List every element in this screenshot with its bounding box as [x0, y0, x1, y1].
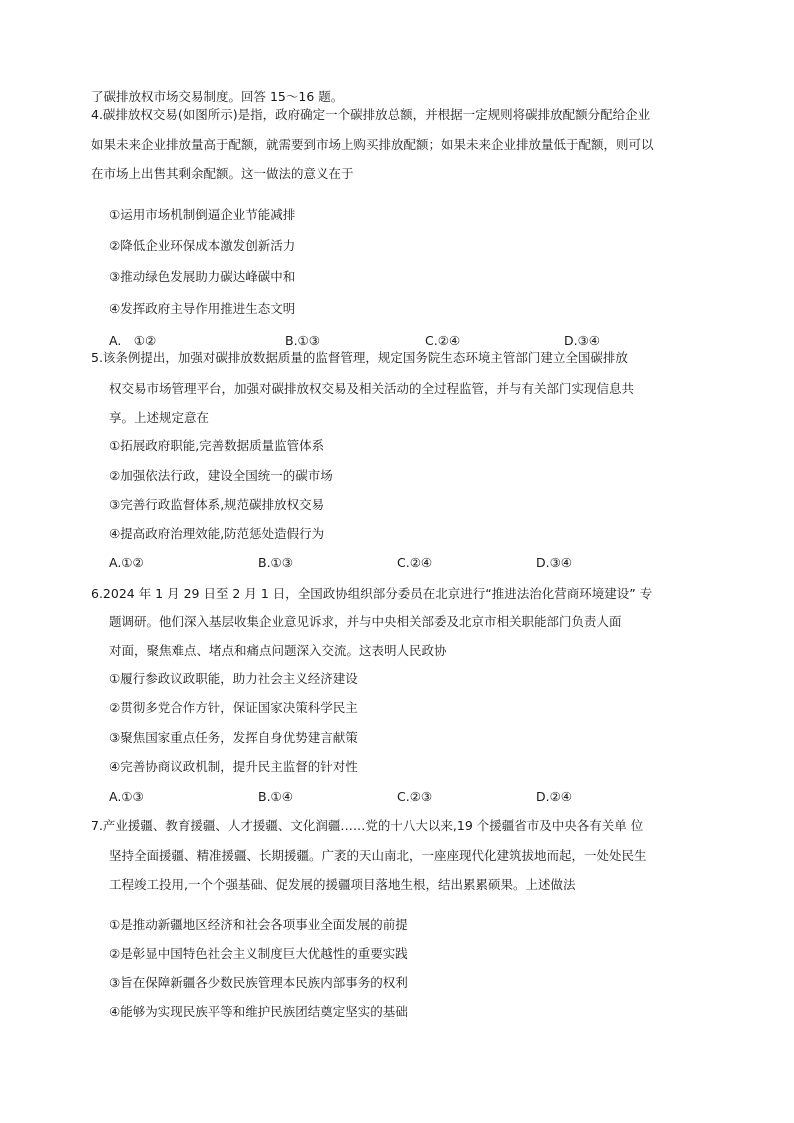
option-c[interactable]: C.②④ [425, 333, 461, 348]
question-stem-line: 权交易市场管理平台，加强对碳排放权交易及相关活动的全过程监管，并与有关部门实现信息共 [109, 381, 635, 396]
question-stem-line: 6.2024 年 1 月 29 日至 2 月 1 日，全国政协组织部分委员在北京进行“推进法治化营商环境建设” 专 [91, 586, 653, 601]
statement-3: ③推动绿色发展助力碳达峰碳中和 [109, 269, 296, 284]
statement-2: ②降低企业环保成本激发创新活力 [109, 238, 296, 253]
statement-3: ③旨在保障新疆各少数民族管理本民族内部事务的权利 [109, 975, 408, 990]
question-stem-line: 4.碳排放权交易(如图所示)是指，政府确定一个碳排放总额，并根据一定规则将碳排放配额分配给企业 [91, 107, 651, 122]
statement-1: ①履行参政议政职能，助力社会主义经济建设 [109, 671, 358, 686]
statement-2: ②是彰显中国特色社会主义制度巨大优越性的重要实践 [109, 946, 408, 961]
option-c[interactable]: C.②④ [397, 555, 433, 570]
question-stem-line: 坚持全面援疆、精准援疆、长期援疆。广袤的天山南北，一座座现代化建筑拔地而起，一处处民生 [109, 848, 647, 863]
statement-4: ④能够为实现民族平等和维护民族团结奠定坚实的基础 [109, 1004, 408, 1019]
question-stem-line: 对面，聚焦难点、堵点和痛点问题深入交流。这表明人民政协 [109, 643, 447, 658]
question-stem-line: 7.产业援疆、教育援疆、人才援疆、文化润疆……党的十八大以来,19 个援疆省市及中央各有关单 位 [91, 818, 644, 833]
option-b[interactable]: B.①③ [285, 333, 320, 348]
statement-1: ①运用市场机制倒逼企业节能减排 [109, 207, 296, 222]
statement-4: ④发挥政府主导作用推进生态文明 [109, 301, 296, 316]
option-a[interactable]: A.①③ [109, 789, 144, 804]
statement-1: ①是推动新疆地区经济和社会各项事业全面发展的前提 [109, 917, 408, 932]
statement-4: ④提高政府治理效能,防范惩处造假行为 [109, 526, 325, 541]
statement-3: ③聚焦国家重点任务，发挥自身优势建言献策 [109, 730, 358, 745]
question-stem-line: 在市场上出售其剩余配额。这一做法的意义在于 [91, 166, 354, 181]
option-c[interactable]: C.②③ [397, 789, 433, 804]
option-b[interactable]: B.①④ [258, 789, 293, 804]
option-d[interactable]: D.②④ [536, 789, 573, 804]
question-stem-line: 5.该条例提出，加强对碳排放数据质量的监督管理，规定国务院生态环境主管部门建立全国碳排放 [91, 350, 628, 365]
option-a[interactable]: A.①② [109, 555, 144, 570]
option-d[interactable]: D.③④ [536, 555, 573, 570]
option-b[interactable]: B.①③ [258, 555, 293, 570]
question-stem-line: 如果未来企业排放量高于配额，就需要到市场上购买排放配额；如果未来企业排放量低于配额，则可以 [91, 137, 654, 152]
statement-2: ②贯彻多党合作方针，保证国家决策科学民主 [109, 700, 358, 715]
statement-3: ③完善行政监督体系,规范碳排放权交易 [109, 497, 325, 512]
question-stem-line: 工程竣工投用,一个个强基础、促发展的援疆项目落地生根，结出累累硕果。上述做法 [109, 877, 576, 892]
statement-1: ①拓展政府职能,完善数据质量监管体系 [109, 438, 325, 453]
question-stem-line: 享。上述规定意在 [109, 410, 210, 425]
option-d[interactable]: D.③④ [564, 333, 601, 348]
question-stem-line: 题调研。他们深入基层收集企业意见诉求，并与中央相关部委及北京市相关职能部门负责人面 [109, 614, 622, 629]
statement-2: ②加强依法行政，建设全国统一的碳市场 [109, 468, 333, 483]
option-a[interactable]: A. ①② [109, 333, 157, 348]
statement-4: ④完善协商议政机制，提升民主监督的针对性 [109, 759, 358, 774]
intro-text: 了碳排放权市场交易制度。回答 15～16 题。 [91, 89, 344, 104]
